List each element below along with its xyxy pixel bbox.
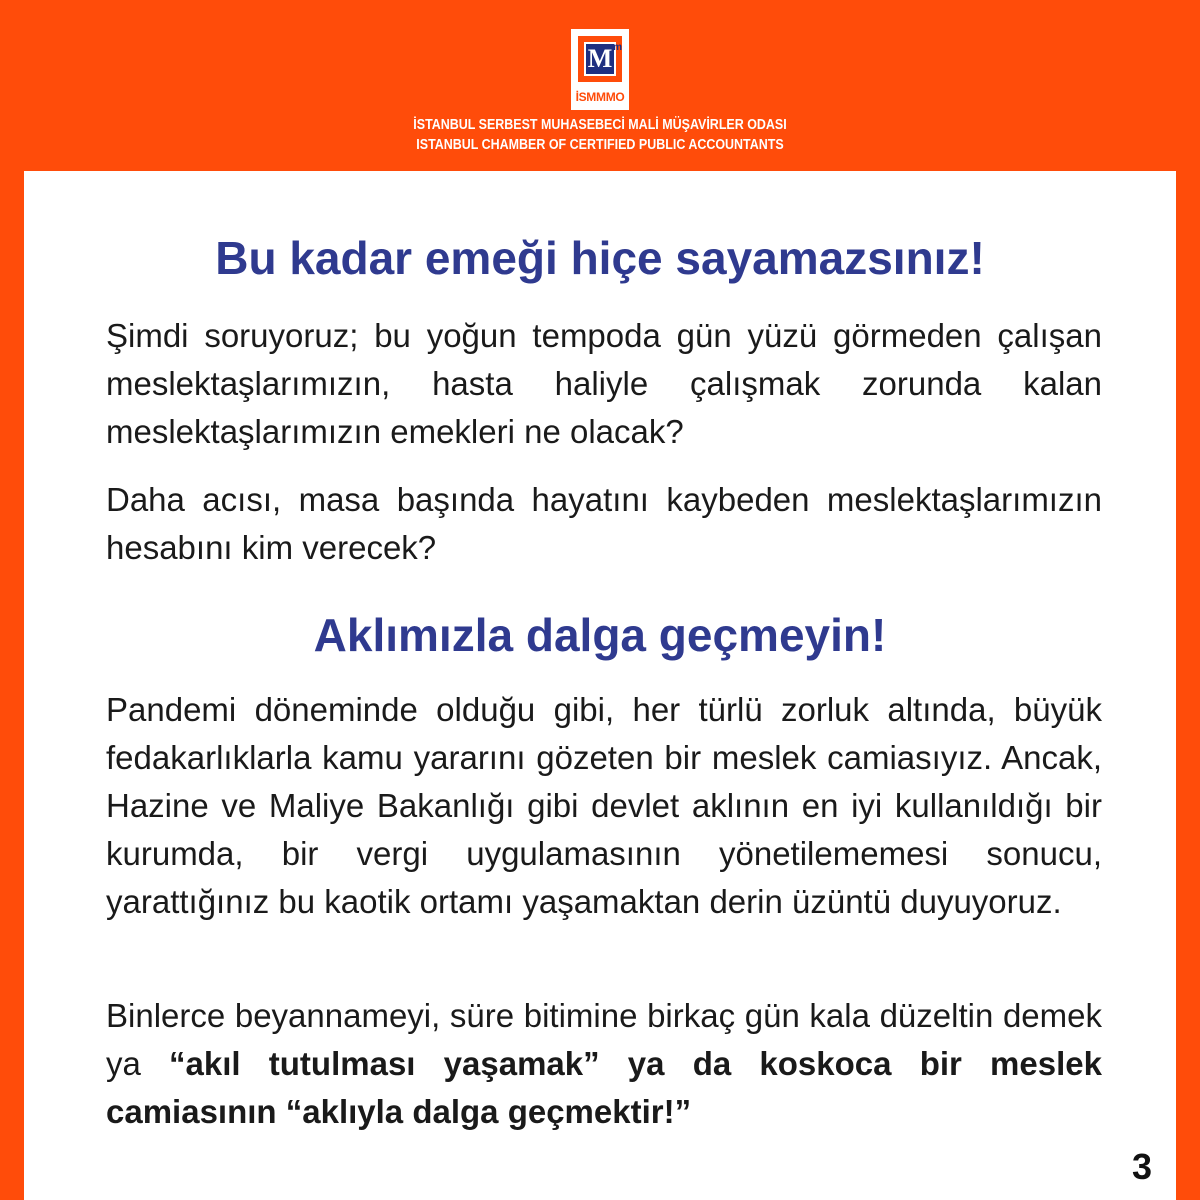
org-name-turkish: İSTANBUL SERBEST MUHASEBECİ MALİ MÜŞAVİRLER ODASI: [413, 117, 787, 133]
paragraph-1: Şimdi soruyoruz; bu yoğun tempoda gün yüzü görmeden çalışan meslektaşlarımızın, hasta haliyle çalışmak zorunda kalan meslektaşlarımızın emekleri ne olacak?: [106, 317, 1102, 450]
logo-wordmark: İSMMMO: [575, 90, 625, 104]
logo-superscript: m: [613, 42, 622, 53]
logo-frame: [576, 34, 624, 84]
paragraph-2: Daha acısı, masa başında hayatını kaybeden meslektaşlarımızın hesabını kim verecek?: [106, 481, 1102, 566]
logo-inner-square: [584, 42, 622, 76]
paragraph-4: [106, 992, 1102, 1136]
paragraph-3: Pandemi döneminde olduğu gibi, her türlü zorluk altında, büyük fedakarlıklarla kamu yararını gözeten bir meslek camiasıyız. Ancak, Hazine ve Maliye Bakanlığı gibi devlet aklının en iyi kullanıldığı bir kurumda, bir vergi uygulamasının yönetilememesi sonucu, yarattığınız bu kaotik ortamı yaşamaktan derin üzüntü duyuyoruz.: [106, 691, 1102, 920]
ismmmo-logo: [571, 29, 629, 110]
org-name-english: ISTANBUL CHAMBER OF CERTIFIED PUBLIC ACCOUNTANTS: [416, 137, 784, 153]
paragraph-4-plain: Binlerce beyannameyi, süre bitimine birkaç gün kala düzeltin demek ya: [106, 997, 1102, 1082]
paragraph-4-bold: “akıl tutulması yaşamak” ya da koskoca bir meslek camiasının “aklıyla dalga geçmektir!”: [106, 1045, 1102, 1130]
heading-2: Aklımızla dalga geçmeyin!: [313, 609, 887, 661]
heading-1: Bu kadar emeği hiçe sayamazsınız!: [215, 232, 985, 284]
logo-mark: M: [587, 44, 613, 73]
header-band: [0, 0, 1200, 170]
content-panel: [24, 171, 1176, 1200]
page-number: 3: [1131, 1146, 1152, 1187]
